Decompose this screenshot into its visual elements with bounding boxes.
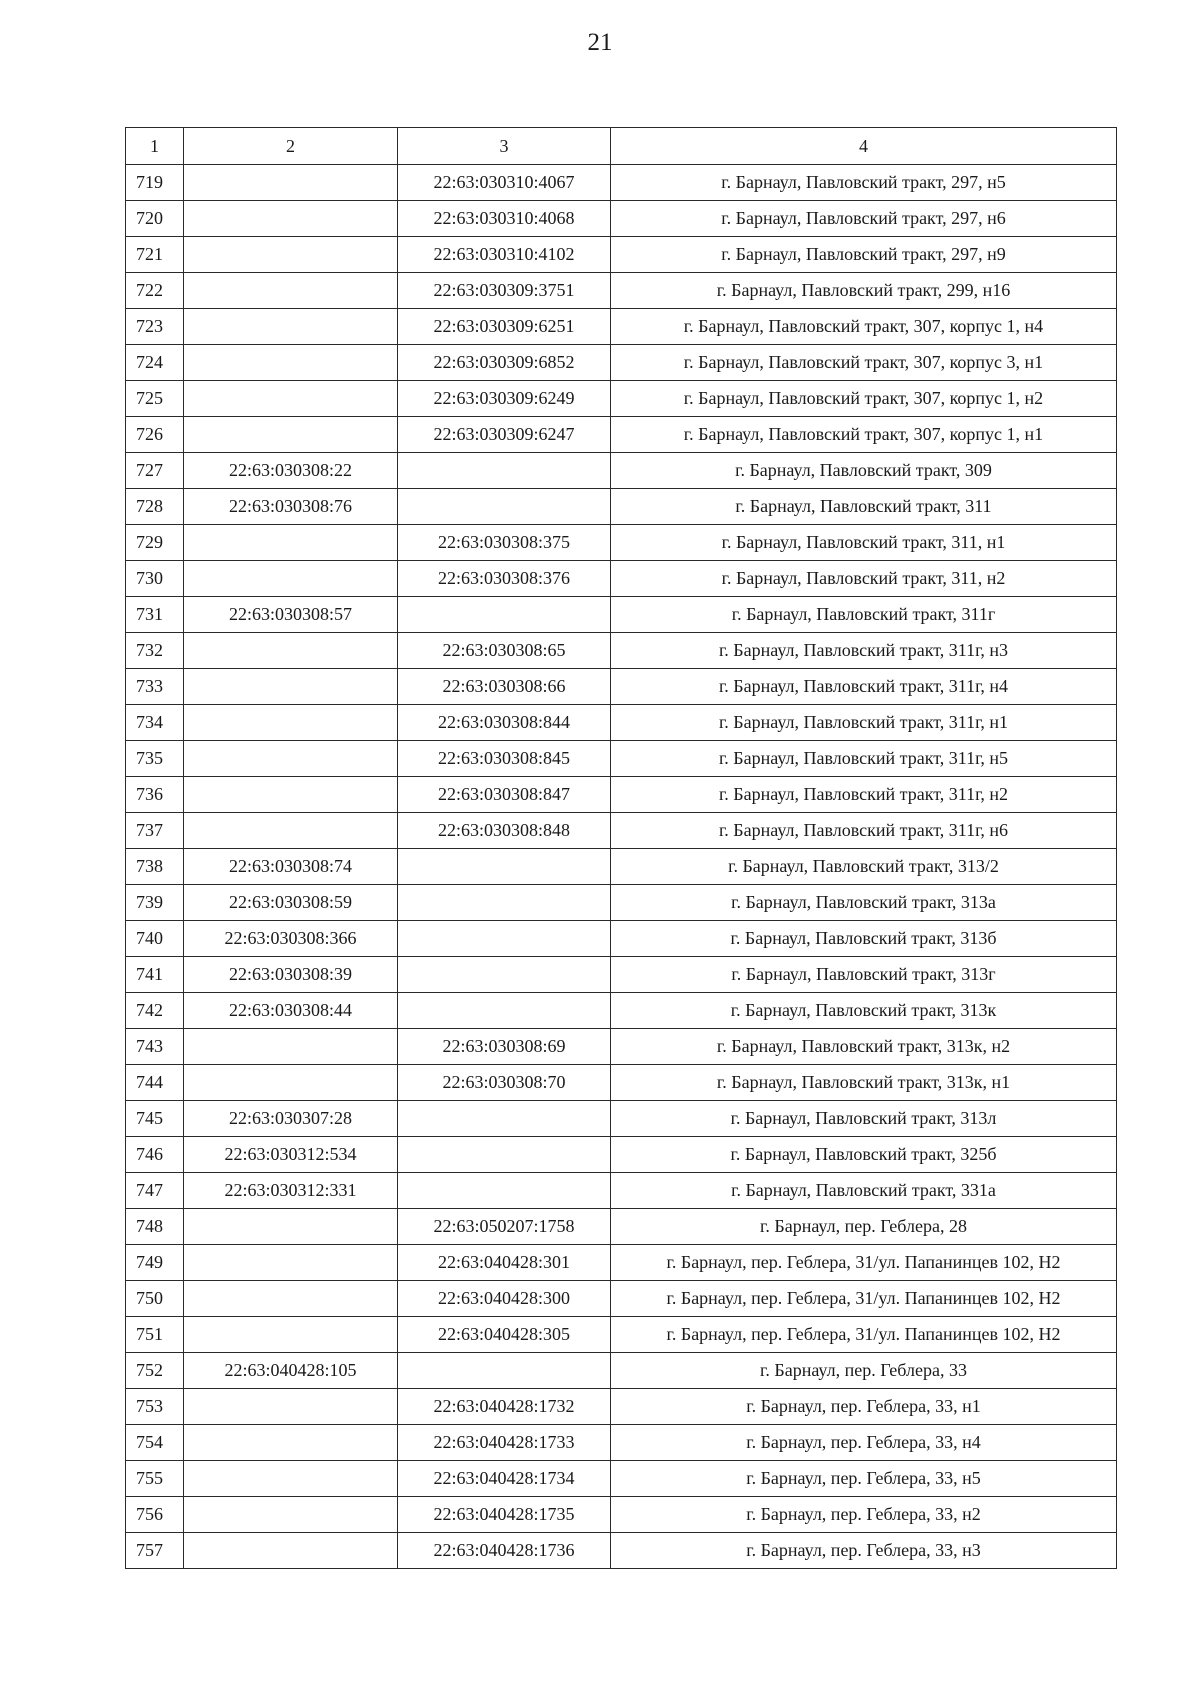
land-parcel-number-cell — [184, 669, 398, 705]
address-cell: г. Барнаул, Павловский тракт, 307, корпус 1, н4 — [611, 309, 1117, 345]
land-parcel-number-cell: 22:63:030307:28 — [184, 1101, 398, 1137]
object-number-cell: 22:63:040428:1732 — [398, 1389, 611, 1425]
header-col-2: 2 — [184, 128, 398, 165]
row-number-cell: 724 — [126, 345, 184, 381]
address-cell: г. Барнаул, пер. Геблера, 33, н5 — [611, 1461, 1117, 1497]
row-number-cell: 727 — [126, 453, 184, 489]
object-number-cell — [398, 453, 611, 489]
address-cell: г. Барнаул, Павловский тракт, 309 — [611, 453, 1117, 489]
address-cell: г. Барнаул, Павловский тракт, 297, н6 — [611, 201, 1117, 237]
table-row — [126, 1317, 1117, 1353]
table-row — [126, 669, 1117, 705]
table-row — [126, 1065, 1117, 1101]
table-row — [126, 885, 1117, 921]
row-number-cell: 741 — [126, 957, 184, 993]
land-parcel-number-cell — [184, 165, 398, 201]
registry-table — [125, 127, 1117, 1569]
table-header — [126, 128, 1117, 165]
land-parcel-number-cell — [184, 1209, 398, 1245]
address-cell: г. Барнаул, Павловский тракт, 313к, н1 — [611, 1065, 1117, 1101]
row-number-cell: 719 — [126, 165, 184, 201]
land-parcel-number-cell — [184, 309, 398, 345]
table-row — [126, 813, 1117, 849]
object-number-cell: 22:63:030308:375 — [398, 525, 611, 561]
address-cell: г. Барнаул, Павловский тракт, 311г — [611, 597, 1117, 633]
row-number-cell: 722 — [126, 273, 184, 309]
address-cell: г. Барнаул, пер. Геблера, 33, н4 — [611, 1425, 1117, 1461]
object-number-cell: 22:63:030310:4067 — [398, 165, 611, 201]
row-number-cell: 752 — [126, 1353, 184, 1389]
table-row — [126, 1245, 1117, 1281]
land-parcel-number-cell — [184, 417, 398, 453]
address-cell: г. Барнаул, пер. Геблера, 33 — [611, 1353, 1117, 1389]
table-row — [126, 417, 1117, 453]
land-parcel-number-cell — [184, 777, 398, 813]
address-cell: г. Барнаул, Павловский тракт, 297, н5 — [611, 165, 1117, 201]
table-row — [126, 381, 1117, 417]
object-number-cell: 22:63:030309:6247 — [398, 417, 611, 453]
address-cell: г. Барнаул, Павловский тракт, 299, н16 — [611, 273, 1117, 309]
row-number-cell: 745 — [126, 1101, 184, 1137]
header-col-1: 1 — [126, 128, 184, 165]
object-number-cell: 22:63:030308:70 — [398, 1065, 611, 1101]
row-number-cell: 742 — [126, 993, 184, 1029]
object-number-cell: 22:63:040428:305 — [398, 1317, 611, 1353]
row-number-cell: 720 — [126, 201, 184, 237]
address-cell: г. Барнаул, Павловский тракт, 307, корпус 1, н2 — [611, 381, 1117, 417]
row-number-cell: 744 — [126, 1065, 184, 1101]
land-parcel-number-cell — [184, 1389, 398, 1425]
object-number-cell — [398, 1353, 611, 1389]
table-row — [126, 993, 1117, 1029]
table-row — [126, 1137, 1117, 1173]
address-cell: г. Барнаул, Павловский тракт, 311г, н3 — [611, 633, 1117, 669]
land-parcel-number-cell: 22:63:030308:366 — [184, 921, 398, 957]
row-number-cell: 740 — [126, 921, 184, 957]
land-parcel-number-cell — [184, 1425, 398, 1461]
row-number-cell: 746 — [126, 1137, 184, 1173]
row-number-cell: 736 — [126, 777, 184, 813]
object-number-cell: 22:63:040428:1736 — [398, 1533, 611, 1569]
land-parcel-number-cell: 22:63:030308:74 — [184, 849, 398, 885]
object-number-cell: 22:63:030308:69 — [398, 1029, 611, 1065]
address-cell: г. Барнаул, Павловский тракт, 307, корпус 3, н1 — [611, 345, 1117, 381]
row-number-cell: 737 — [126, 813, 184, 849]
address-cell: г. Барнаул, Павловский тракт, 311г, н1 — [611, 705, 1117, 741]
object-number-cell: 22:63:030309:6251 — [398, 309, 611, 345]
land-parcel-number-cell: 22:63:030312:534 — [184, 1137, 398, 1173]
land-parcel-number-cell — [184, 1281, 398, 1317]
table-row — [126, 525, 1117, 561]
table-row — [126, 1281, 1117, 1317]
object-number-cell — [398, 921, 611, 957]
address-cell: г. Барнаул, Павловский тракт, 311г, н5 — [611, 741, 1117, 777]
table-row — [126, 849, 1117, 885]
table-row — [126, 165, 1117, 201]
address-cell: г. Барнаул, пер. Геблера, 31/ул. Папанинцев 102, Н2 — [611, 1281, 1117, 1317]
address-cell: г. Барнаул, пер. Геблера, 33, н1 — [611, 1389, 1117, 1425]
row-number-cell: 728 — [126, 489, 184, 525]
land-parcel-number-cell — [184, 1533, 398, 1569]
land-parcel-number-cell — [184, 741, 398, 777]
object-number-cell — [398, 1173, 611, 1209]
object-number-cell: 22:63:030309:6852 — [398, 345, 611, 381]
table-row — [126, 741, 1117, 777]
address-cell: г. Барнаул, Павловский тракт, 311г, н2 — [611, 777, 1117, 813]
land-parcel-number-cell: 22:63:030308:76 — [184, 489, 398, 525]
row-number-cell: 757 — [126, 1533, 184, 1569]
land-parcel-number-cell — [184, 561, 398, 597]
table-row — [126, 273, 1117, 309]
row-number-cell: 733 — [126, 669, 184, 705]
row-number-cell: 730 — [126, 561, 184, 597]
object-number-cell: 22:63:030308:848 — [398, 813, 611, 849]
address-cell: г. Барнаул, Павловский тракт, 331а — [611, 1173, 1117, 1209]
object-number-cell: 22:63:030310:4102 — [398, 237, 611, 273]
object-number-cell — [398, 885, 611, 921]
row-number-cell: 751 — [126, 1317, 184, 1353]
header-row — [126, 128, 1117, 165]
row-number-cell: 739 — [126, 885, 184, 921]
row-number-cell: 748 — [126, 1209, 184, 1245]
address-cell: г. Барнаул, Павловский тракт, 313к — [611, 993, 1117, 1029]
land-parcel-number-cell — [184, 705, 398, 741]
row-number-cell: 749 — [126, 1245, 184, 1281]
row-number-cell: 723 — [126, 309, 184, 345]
land-parcel-number-cell — [184, 1029, 398, 1065]
address-cell: г. Барнаул, Павловский тракт, 311, н1 — [611, 525, 1117, 561]
land-parcel-number-cell — [184, 201, 398, 237]
object-number-cell: 22:63:040428:300 — [398, 1281, 611, 1317]
land-parcel-number-cell — [184, 525, 398, 561]
row-number-cell: 755 — [126, 1461, 184, 1497]
table-row — [126, 237, 1117, 273]
table-row — [126, 1353, 1117, 1389]
table-row — [126, 309, 1117, 345]
land-parcel-number-cell: 22:63:030308:59 — [184, 885, 398, 921]
land-parcel-number-cell — [184, 1497, 398, 1533]
object-number-cell: 22:63:030309:3751 — [398, 273, 611, 309]
object-number-cell: 22:63:030310:4068 — [398, 201, 611, 237]
land-parcel-number-cell: 22:63:030308:22 — [184, 453, 398, 489]
row-number-cell: 754 — [126, 1425, 184, 1461]
address-cell: г. Барнаул, Павловский тракт, 311г, н4 — [611, 669, 1117, 705]
address-cell: г. Барнаул, Павловский тракт, 311 — [611, 489, 1117, 525]
address-cell: г. Барнаул, Павловский тракт, 313г — [611, 957, 1117, 993]
object-number-cell — [398, 1137, 611, 1173]
land-parcel-number-cell — [184, 1245, 398, 1281]
address-cell: г. Барнаул, Павловский тракт, 311г, н6 — [611, 813, 1117, 849]
table-row — [126, 1029, 1117, 1065]
object-number-cell: 22:63:030308:847 — [398, 777, 611, 813]
address-cell: г. Барнаул, Павловский тракт, 325б — [611, 1137, 1117, 1173]
land-parcel-number-cell — [184, 1317, 398, 1353]
row-number-cell: 747 — [126, 1173, 184, 1209]
table-row — [126, 777, 1117, 813]
row-number-cell: 725 — [126, 381, 184, 417]
header-col-4: 4 — [611, 128, 1117, 165]
row-number-cell: 732 — [126, 633, 184, 669]
table-row — [126, 597, 1117, 633]
land-parcel-number-cell — [184, 1461, 398, 1497]
address-cell: г. Барнаул, Павловский тракт, 313к, н2 — [611, 1029, 1117, 1065]
row-number-cell: 753 — [126, 1389, 184, 1425]
object-number-cell — [398, 993, 611, 1029]
object-number-cell — [398, 957, 611, 993]
row-number-cell: 729 — [126, 525, 184, 561]
table-row — [126, 1533, 1117, 1569]
table-row — [126, 1461, 1117, 1497]
row-number-cell: 743 — [126, 1029, 184, 1065]
object-number-cell: 22:63:030308:66 — [398, 669, 611, 705]
table-row — [126, 489, 1117, 525]
land-parcel-number-cell — [184, 273, 398, 309]
land-parcel-number-cell — [184, 1065, 398, 1101]
address-cell: г. Барнаул, Павловский тракт, 313л — [611, 1101, 1117, 1137]
object-number-cell: 22:63:040428:1734 — [398, 1461, 611, 1497]
table-row — [126, 1173, 1117, 1209]
object-number-cell — [398, 849, 611, 885]
land-parcel-number-cell: 22:63:030308:57 — [184, 597, 398, 633]
land-parcel-number-cell — [184, 633, 398, 669]
page-number: 21 — [587, 29, 613, 56]
address-cell: г. Барнаул, Павловский тракт, 313/2 — [611, 849, 1117, 885]
land-parcel-number-cell: 22:63:030308:39 — [184, 957, 398, 993]
land-parcel-number-cell — [184, 237, 398, 273]
land-parcel-number-cell — [184, 381, 398, 417]
address-cell: г. Барнаул, Павловский тракт, 307, корпус 1, н1 — [611, 417, 1117, 453]
address-cell: г. Барнаул, Павловский тракт, 313а — [611, 885, 1117, 921]
row-number-cell: 756 — [126, 1497, 184, 1533]
row-number-cell: 738 — [126, 849, 184, 885]
object-number-cell: 22:63:040428:1735 — [398, 1497, 611, 1533]
table-row — [126, 633, 1117, 669]
object-number-cell: 22:63:030308:845 — [398, 741, 611, 777]
row-number-cell: 721 — [126, 237, 184, 273]
address-cell: г. Барнаул, пер. Геблера, 31/ул. Папанинцев 102, Н2 — [611, 1317, 1117, 1353]
land-parcel-number-cell: 22:63:030308:44 — [184, 993, 398, 1029]
object-number-cell: 22:63:050207:1758 — [398, 1209, 611, 1245]
table-row — [126, 1497, 1117, 1533]
table-body — [126, 165, 1117, 1569]
table-row — [126, 957, 1117, 993]
table-row — [126, 201, 1117, 237]
row-number-cell: 731 — [126, 597, 184, 633]
address-cell: г. Барнаул, Павловский тракт, 313б — [611, 921, 1117, 957]
table-row — [126, 1101, 1117, 1137]
table-row — [126, 1425, 1117, 1461]
object-number-cell: 22:63:030308:844 — [398, 705, 611, 741]
table-row — [126, 921, 1117, 957]
row-number-cell: 734 — [126, 705, 184, 741]
address-cell: г. Барнаул, пер. Геблера, 33, н2 — [611, 1497, 1117, 1533]
table-row — [126, 561, 1117, 597]
land-parcel-number-cell: 22:63:040428:105 — [184, 1353, 398, 1389]
object-number-cell — [398, 1101, 611, 1137]
land-parcel-number-cell — [184, 813, 398, 849]
row-number-cell: 726 — [126, 417, 184, 453]
object-number-cell: 22:63:040428:1733 — [398, 1425, 611, 1461]
object-number-cell: 22:63:040428:301 — [398, 1245, 611, 1281]
table-row — [126, 453, 1117, 489]
object-number-cell — [398, 489, 611, 525]
object-number-cell: 22:63:030308:65 — [398, 633, 611, 669]
header-col-3: 3 — [398, 128, 611, 165]
table-row — [126, 705, 1117, 741]
address-cell: г. Барнаул, Павловский тракт, 311, н2 — [611, 561, 1117, 597]
row-number-cell: 735 — [126, 741, 184, 777]
table-row — [126, 1389, 1117, 1425]
address-cell: г. Барнаул, пер. Геблера, 33, н3 — [611, 1533, 1117, 1569]
object-number-cell: 22:63:030308:376 — [398, 561, 611, 597]
address-cell: г. Барнаул, пер. Геблера, 28 — [611, 1209, 1117, 1245]
land-parcel-number-cell: 22:63:030312:331 — [184, 1173, 398, 1209]
table-row — [126, 345, 1117, 381]
address-cell: г. Барнаул, Павловский тракт, 297, н9 — [611, 237, 1117, 273]
land-parcel-number-cell — [184, 345, 398, 381]
row-number-cell: 750 — [126, 1281, 184, 1317]
object-number-cell: 22:63:030309:6249 — [398, 381, 611, 417]
address-cell: г. Барнаул, пер. Геблера, 31/ул. Папанинцев 102, Н2 — [611, 1245, 1117, 1281]
object-number-cell — [398, 597, 611, 633]
table-row — [126, 1209, 1117, 1245]
